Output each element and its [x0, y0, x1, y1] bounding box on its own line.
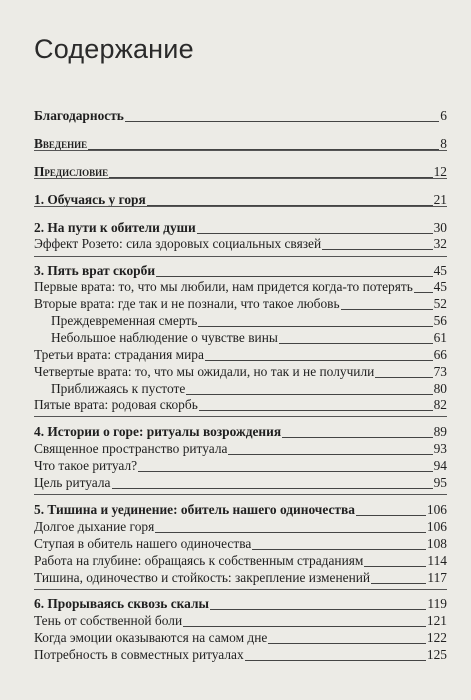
toc-entry-preface — [34, 160, 447, 180]
toc-entry-text: Приближаясь к пустоте — [51, 381, 186, 396]
toc-section — [34, 393, 447, 413]
toc-entry-text: Введение — [34, 136, 88, 151]
divider-line — [34, 416, 447, 417]
toc-page-number: 66 — [433, 347, 447, 362]
toc-entry-text: Ступая в обитель нашего одиночества — [34, 536, 252, 551]
toc-page-number: 52 — [433, 296, 447, 311]
toc-leader-line — [322, 249, 432, 250]
toc-entry-text: Третьи врата: страдания мира — [34, 347, 204, 362]
toc-entry-text: 3. Пять врат скорби — [34, 263, 156, 278]
toc-entry-acknowledgments — [34, 104, 447, 124]
toc-page-number: 30 — [433, 220, 447, 235]
toc-page-number: 125 — [426, 647, 447, 662]
divider-line — [34, 178, 447, 179]
toc-leader-line — [371, 583, 426, 584]
toc-leader-line — [199, 410, 433, 411]
divider-line — [34, 150, 447, 151]
toc-page-number: 8 — [440, 136, 447, 151]
toc-page-number: 117 — [427, 570, 447, 585]
toc-entry-text: Работа на глубине: обращаясь к собственным страданиям — [34, 553, 364, 568]
divider-line — [34, 589, 447, 590]
toc-entry-introduction — [34, 132, 447, 152]
toc-page-number: 93 — [433, 441, 447, 456]
toc-page-number: 119 — [427, 596, 447, 611]
toc-page-number: 32 — [433, 236, 447, 251]
toc-entry-text: 2. На пути к обители души — [34, 220, 196, 235]
toc-page-number: 21 — [433, 192, 447, 207]
toc-leader-line — [125, 121, 439, 122]
toc-leader-line — [245, 660, 426, 661]
toc-page-number: 61 — [433, 330, 447, 345]
toc-entry-text: Потребность в совместных ритуалах — [34, 647, 244, 662]
toc-section — [34, 566, 447, 586]
toc-entry-text: Цель ритуала — [34, 475, 111, 490]
toc-page-number: 82 — [433, 397, 447, 412]
toc-entry-text: Долгое дыхание горя — [34, 519, 155, 534]
toc-page-number: 94 — [433, 458, 447, 473]
toc-page-number: 45 — [433, 279, 447, 294]
toc-page-number: 45 — [433, 263, 447, 278]
toc-section — [34, 471, 447, 491]
toc-entry-text: 5. Тишина и уединение: обитель нашего одиночества — [34, 502, 355, 517]
toc-page-number: 122 — [426, 630, 447, 645]
toc-entry-text: Когда эмоции оказываются на самом дне — [34, 630, 268, 645]
page-title: Содержание — [34, 34, 194, 64]
toc-page-number: 56 — [433, 313, 447, 328]
toc-entry-text: Первые врата: то, что мы любили, нам придется когда-то потерять — [34, 279, 413, 294]
toc-section — [34, 232, 447, 252]
toc-entry-text: 4. Истории о горе: ритуалы возрождения — [34, 424, 282, 439]
toc-entry-text: Пятые врата: родовая скорбь — [34, 397, 198, 412]
toc-page-number: 106 — [426, 502, 447, 517]
toc-entry-text: Четвертые врата: то, что мы ожидали, но так и не получили — [34, 364, 375, 379]
toc-entry-text: Тишина, одиночество и стойкость: закрепление изменений — [34, 570, 371, 585]
toc-entry-text: Тень от собственной боли — [34, 613, 183, 628]
toc-entry-text: Предисловие — [34, 164, 109, 179]
toc-page-number: 114 — [427, 553, 447, 568]
toc-entry-text: 6. Прорываясь сквозь скалы — [34, 596, 209, 611]
toc-page-number: 12 — [433, 164, 447, 179]
toc-page-number: 108 — [426, 536, 447, 551]
divider-line — [34, 494, 447, 495]
toc-page-number: 95 — [433, 475, 447, 490]
toc-entry-text: Священное пространство ритуала — [34, 441, 228, 456]
toc-leader-line — [112, 488, 433, 489]
toc-page-number: 6 — [440, 108, 447, 123]
toc-entry-text: Преждевременная смерть — [51, 313, 198, 328]
toc-page-number: 89 — [433, 424, 447, 439]
toc-entry-text: Вторые врата: где так и не познали, что такое любовь — [34, 296, 340, 311]
toc-page-number: 106 — [426, 519, 447, 534]
toc-page-number: 121 — [426, 613, 447, 628]
toc-chapter-1 — [34, 188, 447, 208]
toc-entry-text: Эффект Розето: сила здоровых социальных связей — [34, 236, 322, 251]
toc-page-number: 80 — [433, 381, 447, 396]
divider-line — [34, 256, 447, 257]
toc-entry-text: Благодарность — [34, 108, 124, 123]
toc-section — [34, 643, 447, 663]
divider-line — [34, 206, 447, 207]
toc-page-number: 73 — [433, 364, 447, 379]
toc-entry-text: Небольшое наблюдение о чувстве вины — [51, 330, 278, 345]
toc-entry-text: 1. Обучаясь у горя — [34, 192, 146, 207]
toc-entry-text: Что такое ритуал? — [34, 458, 138, 473]
